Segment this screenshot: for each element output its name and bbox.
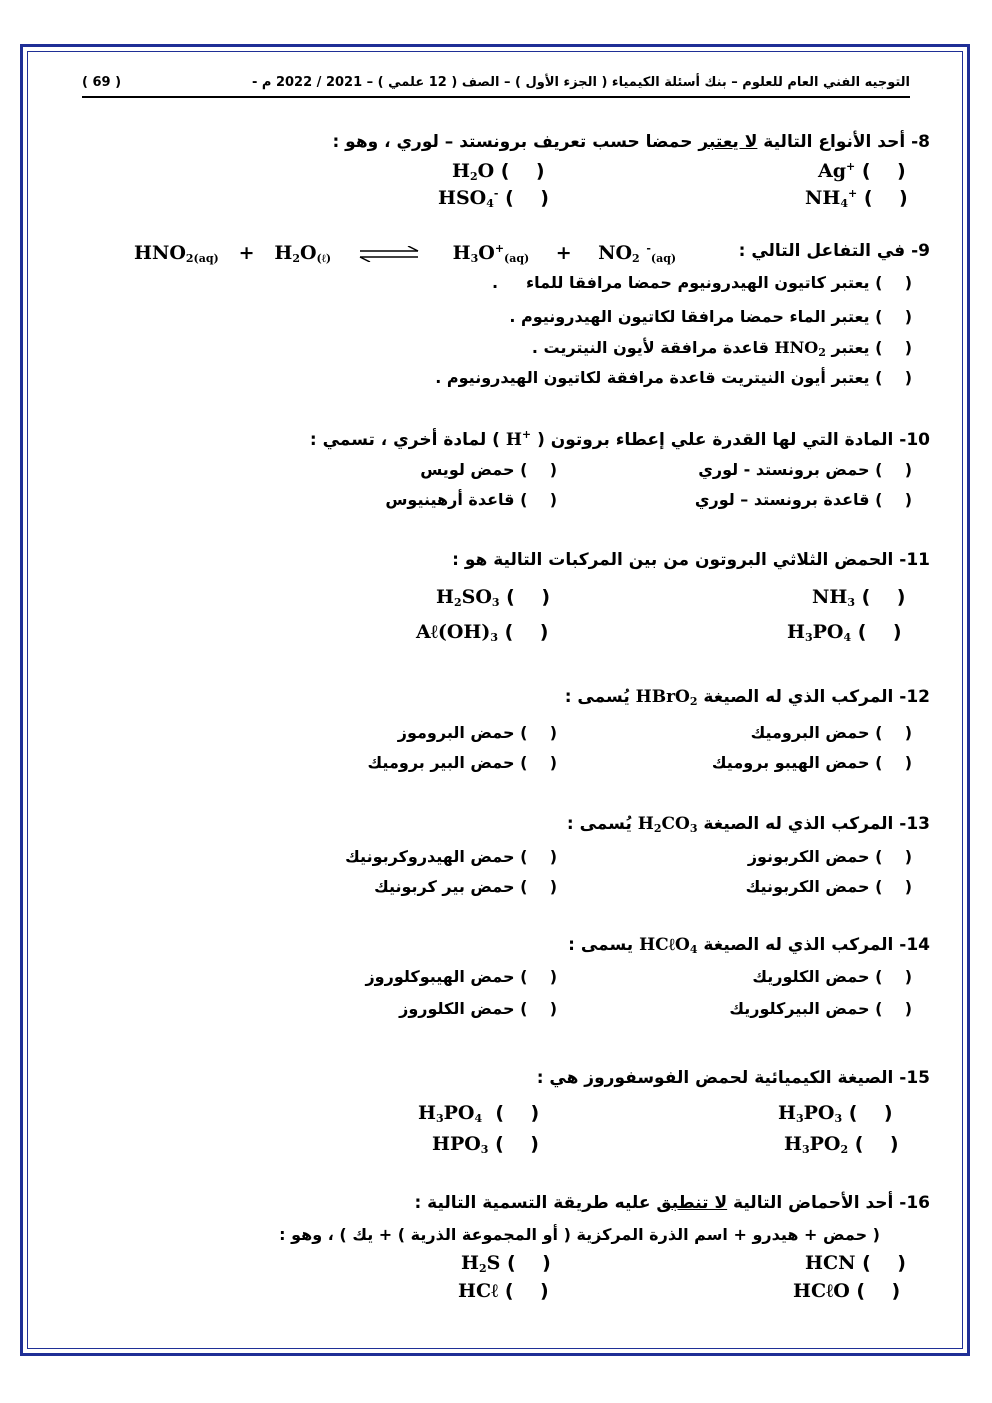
q10-option-3[interactable]: ( ) قاعدة برونستد – لوري [694, 490, 912, 509]
question-8-stem: 8- أحد الأنواع التالية لا يعتبر حمضا حسب تعريف برونستد – لوري ، وهو : [332, 132, 930, 152]
question-14-stem: 14- المركب الذي له الصيغة HCℓO$_4$ يسمى : [568, 935, 930, 956]
question-9-stem: 9- في التفاعل التالي : [738, 241, 930, 261]
header-text: التوجيه الفني العام للعلوم – بنك أسئلة الكيمياء ( الجزء الأول ) – الصف ( 12 علمي ) – 2021 / 2022 م - [251, 75, 910, 90]
question-10-stem: 10- المادة التي لها القدرة علي إعطاء بروتون ( H+ ) لمادة أخري ، تسمي : [309, 428, 930, 450]
q11-option-h3po4[interactable]: $H_3PO_4$ ( ) [787, 621, 902, 644]
q9-equation: $HNO_{2(aq)} + H_2O_{(\ell)}$ $H_3O^+_{(aq)}$ + $NO_2$ -$_{(aq)}$ [134, 242, 677, 265]
q9-option-1[interactable]: ( ) يعتبر كاتيون الهيدرونيوم حمضا مرافقا للماء . [492, 273, 912, 292]
q12-option-1[interactable]: ( ) حمض البروميك [750, 723, 912, 742]
q15-option-hpo3[interactable]: $HPO_3$ ( ) [432, 1133, 539, 1156]
question-12-stem: 12- المركب الذي له الصيغة HBrO$_2$ يُسمى : [564, 687, 930, 708]
q9-option-3[interactable]: ( ) يعتبر $HNO_2$ قاعدة مرافقة لأيون النيتريت . [531, 338, 912, 359]
q9-option-2[interactable]: ( ) يعتبر الماء حمضا مرافقا لكاتيون الهيدرونيوم . [509, 307, 912, 326]
page-number: ( 69 ) [82, 75, 122, 90]
question-11-stem: 11- الحمض الثلاثي البروتون من بين المركبات التالية هو : [452, 550, 930, 570]
q11-option-h2so3[interactable]: $H_2SO_3$ ( ) [436, 586, 550, 609]
q13-option-1[interactable]: ( ) حمض الكربونوز [747, 847, 912, 866]
q13-option-3[interactable]: ( ) حمض الكربونيك [745, 877, 912, 896]
question-13-stem: 13- المركب الذي له الصيغة $H_2CO_3$ يُسمى : [566, 814, 930, 835]
q11-option-aloh3[interactable]: $A\ell(OH)_3$ ( ) [416, 621, 549, 644]
q12-option-4[interactable]: ( ) حمض البير بروميك [367, 753, 557, 772]
q8-option-h2o[interactable]: $H_2O$ ( ) [452, 160, 545, 183]
q16-option-hcn[interactable]: HCN ( ) [805, 1252, 906, 1274]
q15-option-h3po2[interactable]: $H_3PO_2$ ( ) [784, 1133, 899, 1156]
q12-option-2[interactable]: ( ) حمض البروموز [397, 723, 557, 742]
q13-option-2[interactable]: ( ) حمض الهيدروكربونيك [345, 847, 557, 866]
q10-option-2[interactable]: ( ) حمض لويس [420, 460, 557, 479]
page-header [82, 72, 910, 98]
q12-option-3[interactable]: ( ) حمض الهيبو بروميك [711, 753, 912, 772]
q14-option-1[interactable]: ( ) حمض الكلوريك [752, 967, 912, 986]
q8-option-nh4[interactable]: $NH_4^+$ ( ) [805, 187, 908, 210]
q10-option-4[interactable]: ( ) قاعدة أرهينيوس [385, 490, 557, 509]
q14-option-4[interactable]: ( ) حمض الكلوروز [399, 999, 557, 1018]
q14-option-2[interactable]: ( ) حمض الهيبوكلوروز [365, 967, 557, 986]
equilibrium-arrow-icon [358, 246, 420, 262]
q16-option-hclo[interactable]: HCℓO ( ) [793, 1280, 901, 1302]
q16-naming-rule: ( حمض + هيدرو + اسم الذرة المركزية ( أو المجموعة الذرية ) + يك ) ، وهو : [279, 1225, 880, 1244]
question-15-stem: 15- الصيغة الكيميائية لحمض الفوسفوروز هي : [536, 1068, 930, 1088]
q8-option-hso4[interactable]: $HSO_4^-$ ( ) [438, 187, 549, 210]
question-16-stem: 16- أحد الأحماض التالية لا تنطبق عليه طريقة التسمية التالية : [414, 1193, 930, 1213]
q15-option-h3po3[interactable]: $H_3PO_3$ ( ) [778, 1102, 893, 1125]
q13-option-4[interactable]: ( ) حمض بير كربونيك [374, 877, 557, 896]
q11-option-nh3[interactable]: $NH_3$ ( ) [812, 586, 906, 609]
q16-option-hcl[interactable]: HCℓ ( ) [458, 1280, 549, 1302]
q16-option-h2s[interactable]: $H_2S$ ( ) [461, 1252, 551, 1275]
q9-option-4[interactable]: ( ) يعتبر أيون النيتريت قاعدة مرافقة لكاتيون الهيدرونيوم . [435, 368, 912, 387]
q8-option-ag[interactable]: Ag+ ( ) [818, 160, 906, 182]
q10-option-1[interactable]: ( ) حمض برونستد - لوري [698, 460, 912, 479]
q14-option-3[interactable]: ( ) حمض البيركلوريك [729, 999, 912, 1018]
q15-option-h3po4[interactable]: $H_3PO_4$ ( ) [418, 1102, 540, 1125]
